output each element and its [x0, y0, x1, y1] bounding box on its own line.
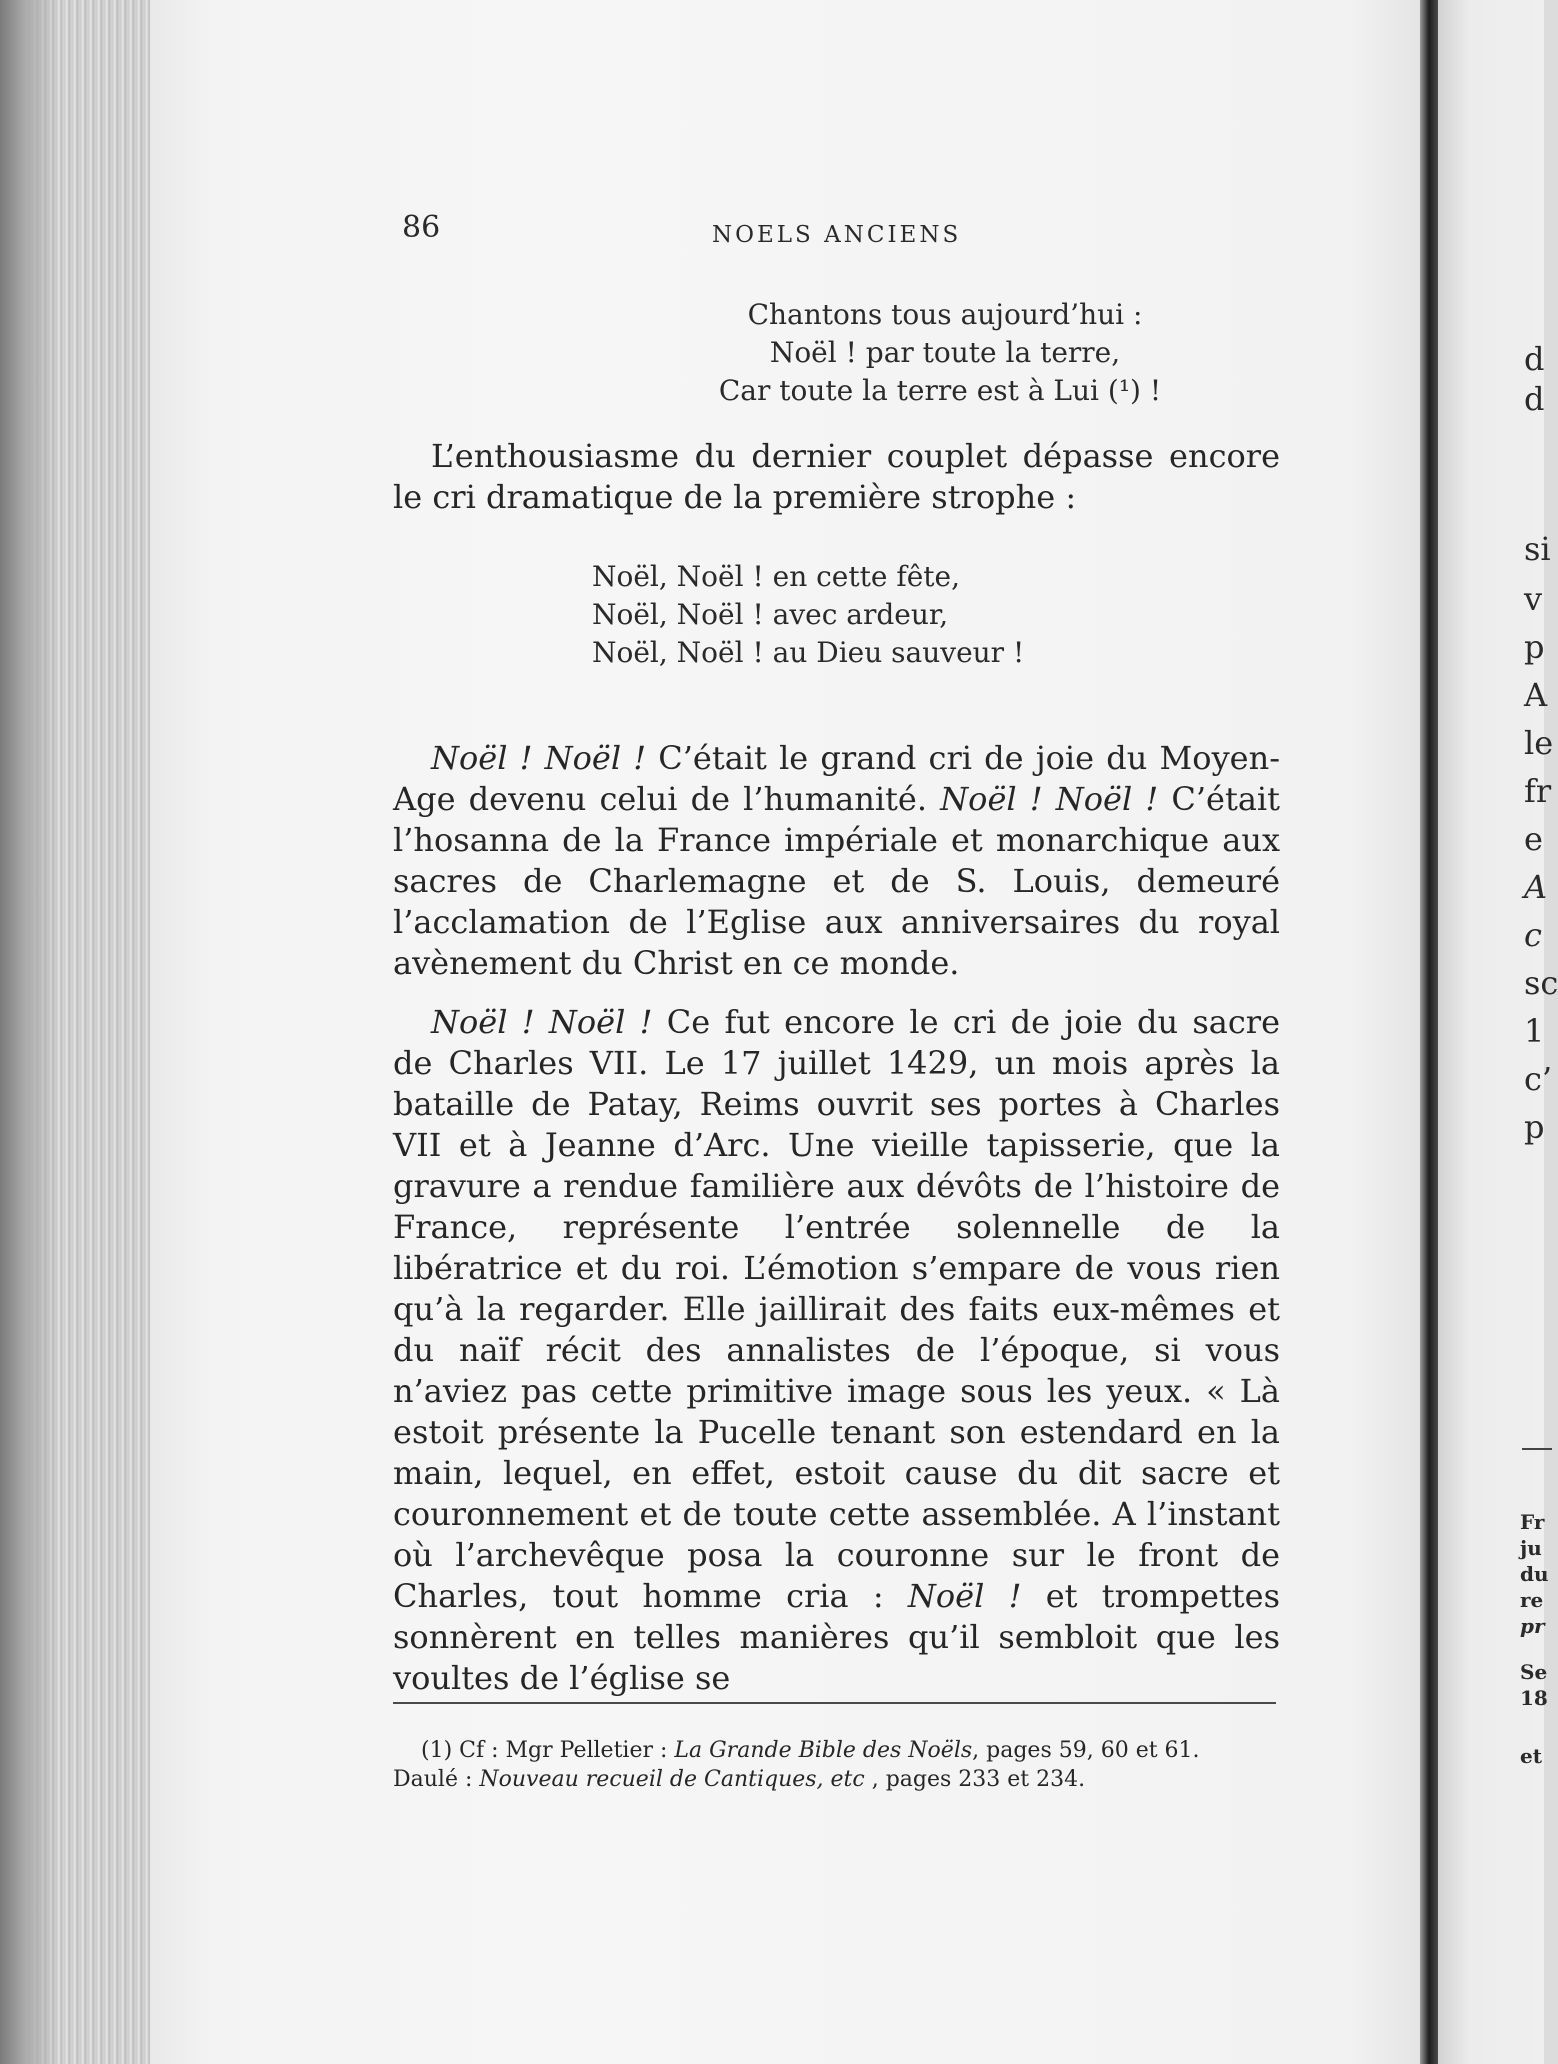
verse-line: Noël, Noël ! en cette fête,	[592, 560, 961, 593]
next-page-fragment: 1	[1524, 1012, 1545, 1050]
footnote-rule	[393, 1702, 1276, 1704]
next-page-fragment: c	[1524, 916, 1542, 954]
next-page-fragment: sc	[1524, 964, 1558, 1002]
running-head: NOELS ANCIENS	[712, 222, 962, 248]
next-page-fragment: pr	[1520, 1614, 1545, 1638]
next-page-fragment: re	[1520, 1588, 1544, 1612]
text-run: , pages 233 et 234.	[864, 1767, 1086, 1792]
emphasis: La Grande Bible des Noëls	[674, 1738, 973, 1763]
paragraph-text: L’enthousiasme du dernier couplet dépasse encore le cri dramatique de la première strophe :	[393, 437, 1280, 516]
footnote-line	[393, 1736, 1288, 1765]
emphasis: Noël !	[907, 1577, 1022, 1615]
verse-line: Noël, Noël ! avec ardeur,	[592, 598, 949, 631]
next-page-fragment: c’	[1524, 1060, 1553, 1098]
emphasis: Noël ! Noël !	[940, 780, 1159, 818]
next-page-fragment: A	[1524, 676, 1548, 714]
paragraph	[393, 1002, 1280, 1699]
text-run: C’était le grand cri de joie du Moyen-Age devenu celui de l’humanité.	[393, 739, 1281, 818]
next-page-fragment: Fr	[1520, 1510, 1545, 1534]
next-page-fragment: ju	[1520, 1536, 1542, 1560]
next-page-fragment: A	[1524, 868, 1548, 906]
emphasis: Noël ! Noël !	[431, 1003, 653, 1041]
next-page-fragment: d	[1524, 380, 1545, 418]
next-page-fragment: le	[1524, 724, 1554, 762]
next-page-fragment: d	[1524, 340, 1545, 378]
next-page-fragment: p	[1524, 1108, 1545, 1146]
emphasis: Noël ! Noël !	[431, 739, 647, 777]
next-page-fragment: v	[1524, 580, 1543, 618]
text-run: , pages 59, 60 et 61.	[972, 1738, 1200, 1763]
next-page-fragment: du	[1520, 1562, 1549, 1586]
text-run: C’était l’hosanna de la France impériale et monarchique aux sacres de Charlemagne et de S. Louis, demeuré l’acclamation de l’Eglise aux anniversaires du royal avènement du Christ en ce monde.	[393, 780, 1281, 982]
paragraph	[393, 738, 1280, 984]
next-page-rule	[1522, 1448, 1552, 1450]
verse-line: Noël ! par toute la terre,	[769, 336, 1121, 369]
emphasis: Nouveau recueil de Cantiques, etc	[479, 1767, 865, 1792]
next-page-fragment: e	[1524, 820, 1543, 858]
verse-line: Noël, Noël ! au Dieu sauveur !	[592, 636, 1025, 669]
next-page-fragment: et	[1520, 1744, 1542, 1768]
text-run: (1) Cf : Mgr Pelletier :	[421, 1738, 675, 1763]
text-run: Daulé :	[393, 1767, 480, 1792]
text-run: et trompettes sonnèrent en telles manières qu’il sembloit que les voultes de l’église se	[393, 1577, 1280, 1697]
next-page-fragment: p	[1524, 628, 1545, 666]
paragraph-text	[393, 738, 1280, 984]
next-page-fragment: Se	[1520, 1660, 1548, 1684]
next-page-fragment: fr	[1524, 772, 1552, 810]
footnote-line	[393, 1765, 1288, 1794]
page-gutter	[1420, 0, 1438, 2064]
next-page-fragment: si	[1524, 530, 1551, 568]
verse-line: Chantons tous aujourd’hui :	[747, 298, 1143, 331]
text-run: Ce fut encore le cri de joie du sacre de Charles VII. Le 17 juillet 1429, un mois après la bataille de Patay, Reims ouvrit ses portes à Charles VII et à Jeanne d’Arc. Une vieille tapisserie, que la gravure a rendue familière aux dévôts de l’histoire de France, représente l’entrée solennelle de la libératrice et du roi. L’émotion s’empare de vous rien qu’à la regarder. Elle jaillirait des faits eux-mêmes et du naïf récit des annalistes de l’époque, si vous n’aviez pas cette primitive image sous les yeux. « Là estoit présente la Pucelle tenant son estendard en la main, lequel, en effet, estoit cause du dit sacre et couronnement et de toute cette assemblée. A l’instant où l’archevêque posa la couronne sur le front de Charles, tout homme cria :	[393, 1003, 1281, 1615]
page-number: 86	[402, 210, 441, 245]
footnote	[393, 1736, 1288, 1794]
paragraph-text	[393, 1002, 1280, 1699]
paragraph	[393, 436, 1280, 518]
binding-shadow	[0, 0, 60, 2064]
next-page-fragment: 18	[1520, 1686, 1548, 1710]
verse-line: Car toute la terre est à Lui (¹) !	[718, 374, 1162, 407]
